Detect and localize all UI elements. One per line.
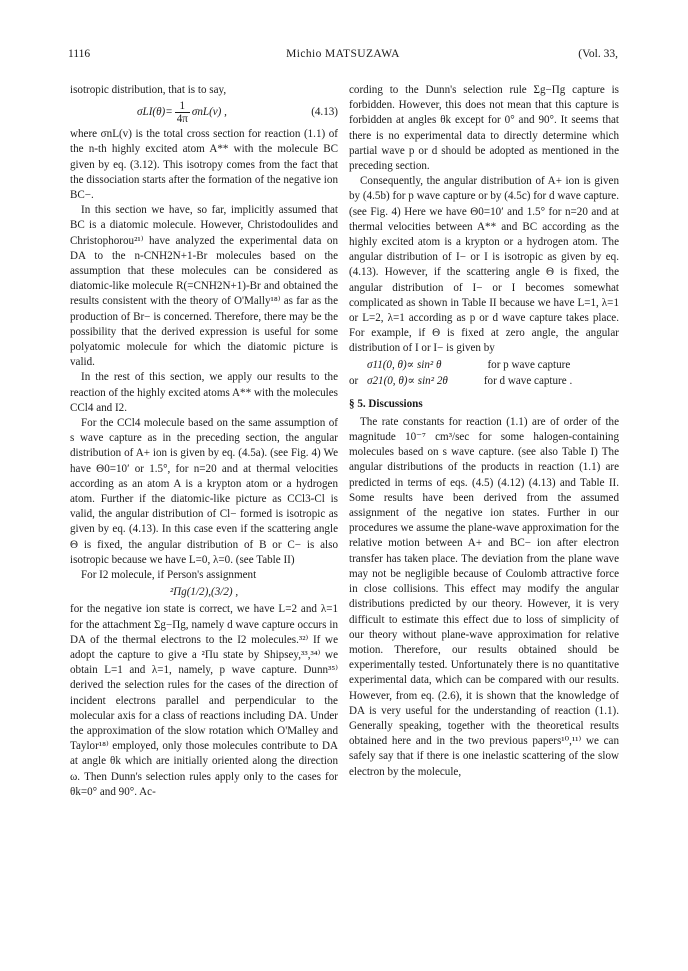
paragraph: The rate constants for reaction (1.1) are of order of the magnitude 10⁻⁷ cm³/sec for some halogen-containing molecules based on s wave capture. (see also Table I) The angular distributions of the products in reaction (1.1) are predicted in terms of eqs. (4.5) (4.12) (4.13) and Table II. Some results have been derived from the assumed assignment of the negative ion states. Further in our procedures we assume the plane-wave approximation for the relative motion between A+ and BC− ion after electron transfer has taken place. The deviation from the plane wave may not be negligible because of Coulomb attractive force in close collisions. This effect may modify the angular distributions predicted by our theory. However, it is very difficult to estimate this effect due to loss of simplicity of our theory without plane-wave approximation for relative motion. Therefore, our results obtained should be experimentally tested. Unfortunately there is no quantitative experimental data, which can be compared with our results. However, from eq. (2.6), it is shown that the knowledge of DA is very useful for the understanding of reaction (1.1). Generally speaking, together with the theoretical results obtained here and in the two previous papers¹⁰,¹¹⁾ we can safely say that if there is one inelastic scattering of the slow electron by the molecule, [349, 415, 619, 778]
equation-p-wave [349, 357, 619, 373]
equation-rhs: σnL(v) , [191, 106, 227, 119]
equation-fraction [175, 100, 190, 125]
equation-note: for d wave capture . [483, 374, 573, 387]
equation-number: (4.13) [311, 106, 338, 119]
equation-expression: σ11(0, θ)∝ sin² θ [367, 358, 442, 371]
equation-lhs: σLI(θ)= [137, 106, 173, 119]
equation-d-wave [349, 373, 619, 389]
left-column [70, 83, 338, 800]
paragraph: For the CCl4 molecule based on the same assumption of s wave capture as in the preceding section, the angular distribution of A+ ion is given by eq. (4.5a). (see Fig. 4) We have Θ0=10′ or 1.5°, for n=20 and at thermal velocities according as an atom A is a krypton atom or a hydrogen atom. Further if the diatomic-like picture as CCl3-Cl is valid, the angular distribution of Cl− formed is isotropic as given by eq. (4.13). In this case even if the scattering angle Θ is fixed, the angular distribution of B or C− is also isotropic because we have L=0, λ=0. (see Table II) [70, 417, 338, 566]
running-header [68, 48, 618, 68]
right-column [349, 83, 619, 780]
paragraph: isotropic distribution, that is to say, [70, 84, 227, 96]
fraction-denominator: 4π [176, 113, 188, 126]
equation-state: ²Πg(1/2),(3/2) , [169, 586, 239, 599]
paragraph: cording to the Dunn's selection rule Σg−Πg capture is forbidden. However, this does not mean that this capture is forbidden at angles θk except for 0° and 90°. It seems that there is no experimental data to directly determine which partial wave p or d should be adopted as mentioned in the preceding section. [349, 84, 619, 173]
running-author: Michio MATSUZAWA [286, 48, 400, 60]
equation-4-13 [70, 98, 338, 127]
paragraph: for the negative ion state is correct, we have L=2 and λ=1 for the attachment Σg−Πg, namely d wave capture occurs in DA of the thermal electrons to the I2 molecules.³²⁾ If we adopt the capture to give a ²Πu state by Shipsey,³³,³⁴⁾ we obtain L=1 and λ=1, namely, p wave capture. Dunn³⁵⁾ derived the selection rules for the cases of the direction of incident electrons parallel and perpendicular to the molecular axis for a class of reactions including DA. Under the approximation of the slow rotation which O'Malley and Taylor¹⁸⁾ employed, only those molecules contribute to DA at angle θk which are initially oriented along the direction ω. Then Dunn's selection rules apply only to the cases for θk=0° and 90°. Ac- [70, 603, 338, 798]
section-heading: § 5. Discussions [349, 397, 423, 410]
paragraph: In this section we have, so far, implicitly assumed that BC is a diatomic molecule. However, Christodoulides and Christophorou²¹⁾ have analyzed the experimental data on DA to the n-CNH2N+1-Br molecules based on the assumption that these molecules can be considered as diatomic-like molecule R(=CNH2N+1)-Br and obtained the results consistent with the theory of O'Mally¹⁸⁾ as far as the production of Br− is concerned. Therefore, there may be the possibility that the derived expression is useful for some polyatomic molecule for which the diatomic picture is valid. [70, 204, 338, 369]
fraction-numerator: 1 [175, 100, 190, 113]
equation-or: or [349, 374, 359, 387]
paragraph: Consequently, the angular distribution of A+ ion is given by (4.5b) for p wave capture or by (4.5c) for d wave capture. (see Fig. 4) Here we have Θ0=10′ and 1.5° for n=20 and at thermal velocities between A** and BC according as the highly excited atom is a krypton or a hydrogen atom. The angular distribution of I− or I is isotropic as given by eq. (4.13). However, if the scattering angle Θ is fixed, the angular distribution of I− or I becomes somewhat complicated as shown in Table II because we have L=1, λ=1 or L=2, λ=1 according as p or d wave capture takes place. For example, if Θ is fixed at zero angle, the angular distribution of I or I− is given by [349, 175, 619, 355]
volume-label: (Vol. 33, [578, 48, 618, 60]
paragraph: For I2 molecule, if Person's assignment [81, 569, 257, 582]
paragraph: In the rest of this section, we apply our results to the reaction of the highly excited atoms A** with the molecules CCl4 and I2. [70, 371, 338, 414]
page-number: 1116 [68, 48, 91, 60]
equation-expression: σ21(0, θ)∝ sin² 2θ [367, 374, 448, 387]
equation-note: for p wave capture [487, 358, 571, 371]
paragraph: where σnL(v) is the total cross section for reaction (1.1) of the n-th highly excited atom A** with the molecule BC given by eq. (3.12). This isotropy comes from the fact that the dissociation starts after the formation of the negative ion BC−. [70, 128, 338, 202]
